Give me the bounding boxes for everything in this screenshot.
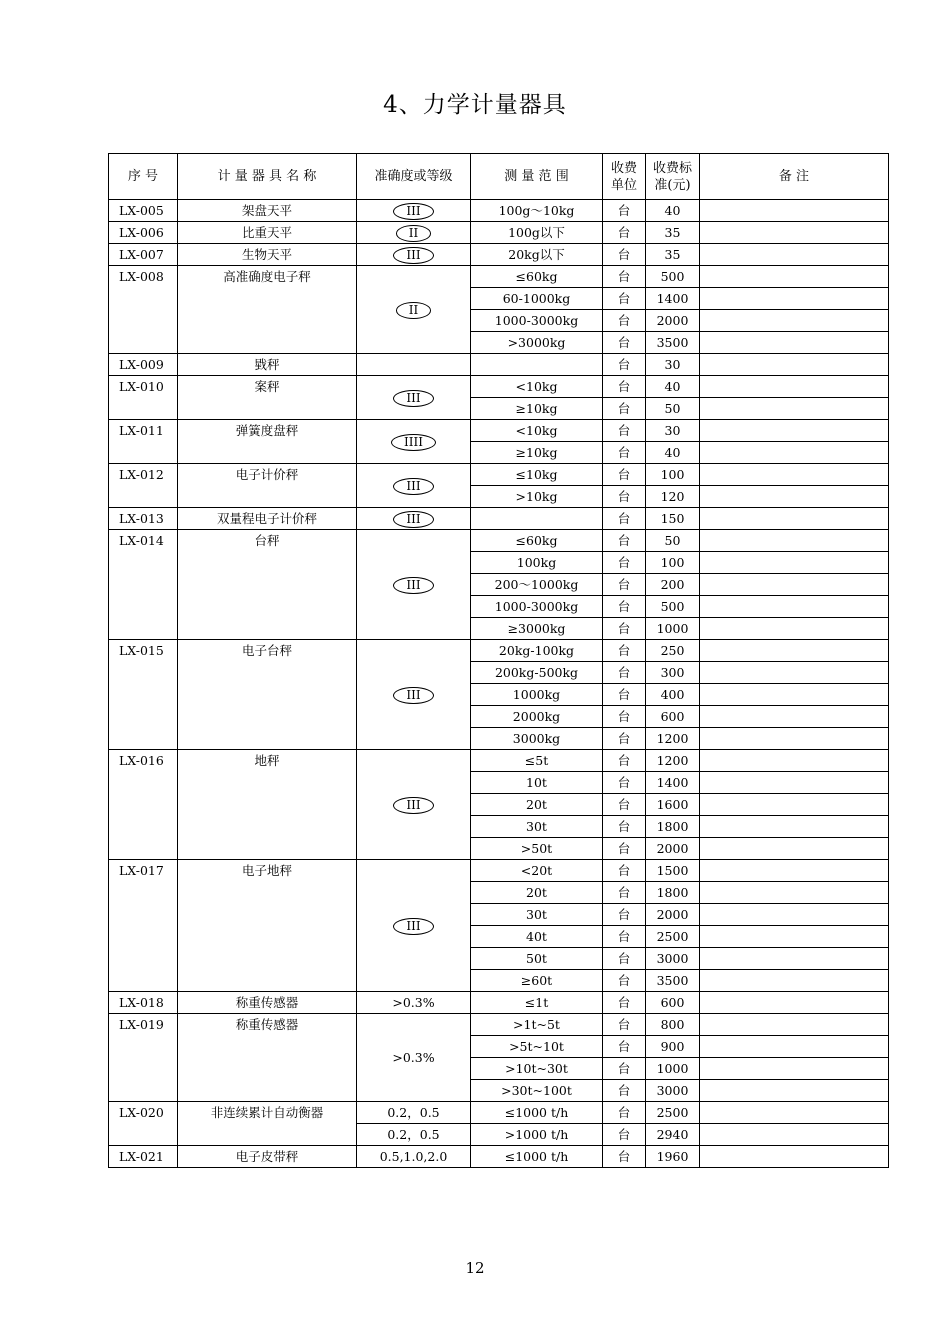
- item-note: [700, 904, 889, 926]
- header-name: 计 量 器 具 名 称: [178, 154, 357, 200]
- grade-oval: III: [393, 918, 433, 935]
- item-grade: [357, 244, 471, 266]
- item-unit: 台: [603, 1146, 646, 1168]
- item-fee: 600: [646, 706, 700, 728]
- table-row: [109, 200, 889, 222]
- item-range: 1000-3000kg: [471, 310, 603, 332]
- item-range: >10kg: [471, 486, 603, 508]
- header-grade: 准确度或等级: [357, 154, 471, 200]
- item-range: 30t: [471, 904, 603, 926]
- item-fee: 2000: [646, 904, 700, 926]
- item-range: ≤10kg: [471, 464, 603, 486]
- item-unit: 台: [603, 992, 646, 1014]
- item-fee: 3000: [646, 948, 700, 970]
- item-grade: [357, 530, 471, 640]
- item-range: 30t: [471, 816, 603, 838]
- item-unit: 台: [603, 552, 646, 574]
- item-code: LX-019: [109, 1014, 178, 1102]
- item-unit: 台: [603, 684, 646, 706]
- item-range: 2000kg: [471, 706, 603, 728]
- item-grade: [357, 640, 471, 750]
- table-row: [109, 508, 889, 530]
- item-fee: 1200: [646, 750, 700, 772]
- item-unit: 台: [603, 860, 646, 882]
- grade-oval: III: [393, 687, 433, 704]
- item-name: 比重天平: [178, 222, 357, 244]
- header-row: [109, 154, 889, 200]
- item-unit: 台: [603, 948, 646, 970]
- item-note: [700, 266, 889, 288]
- item-code: LX-006: [109, 222, 178, 244]
- item-range: 40t: [471, 926, 603, 948]
- item-range: 1000kg: [471, 684, 603, 706]
- item-note: [700, 706, 889, 728]
- item-unit: 台: [603, 354, 646, 376]
- table-row: [109, 1102, 889, 1124]
- item-unit: 台: [603, 838, 646, 860]
- item-grade: [357, 750, 471, 860]
- item-note: [700, 662, 889, 684]
- item-unit: 台: [603, 1058, 646, 1080]
- item-code: LX-015: [109, 640, 178, 750]
- item-unit: 台: [603, 310, 646, 332]
- table-row: [109, 860, 889, 882]
- grade-oval: III: [393, 797, 433, 814]
- item-unit: 台: [603, 1102, 646, 1124]
- item-name: 台秤: [178, 530, 357, 640]
- fee-table: [108, 153, 889, 1168]
- item-note: [700, 508, 889, 530]
- item-code: LX-017: [109, 860, 178, 992]
- item-unit: 台: [603, 926, 646, 948]
- item-unit: 台: [603, 222, 646, 244]
- item-name: 地秤: [178, 750, 357, 860]
- item-range: 20t: [471, 794, 603, 816]
- item-fee: 2500: [646, 926, 700, 948]
- item-fee: 40: [646, 442, 700, 464]
- item-note: [700, 442, 889, 464]
- item-range: >10t~30t: [471, 1058, 603, 1080]
- item-fee: 1600: [646, 794, 700, 816]
- item-range: ≥10kg: [471, 398, 603, 420]
- item-range: [471, 354, 603, 376]
- item-grade: [357, 200, 471, 222]
- table-row: [109, 464, 889, 486]
- page-number: 12: [465, 1259, 485, 1277]
- item-fee: 1500: [646, 860, 700, 882]
- item-grade: 0.2，0.5: [357, 1124, 471, 1146]
- item-note: [700, 1014, 889, 1036]
- item-range: >30t~100t: [471, 1080, 603, 1102]
- item-fee: 2000: [646, 310, 700, 332]
- item-grade: [357, 376, 471, 420]
- item-fee: 400: [646, 684, 700, 706]
- item-fee: 40: [646, 376, 700, 398]
- item-unit: 台: [603, 1014, 646, 1036]
- table-row: [109, 376, 889, 398]
- item-fee: 1960: [646, 1146, 700, 1168]
- item-fee: 2940: [646, 1124, 700, 1146]
- item-note: [700, 574, 889, 596]
- item-code: LX-009: [109, 354, 178, 376]
- item-name: 案秤: [178, 376, 357, 420]
- table-row: [109, 222, 889, 244]
- item-grade: 0.5,1.0,2.0: [357, 1146, 471, 1168]
- item-name: 高准确度电子秤: [178, 266, 357, 354]
- item-range: ≥3000kg: [471, 618, 603, 640]
- item-fee: 40: [646, 200, 700, 222]
- item-unit: 台: [603, 442, 646, 464]
- item-grade: [357, 222, 471, 244]
- item-name: 称重传感器: [178, 1014, 357, 1102]
- item-name: 电子台秤: [178, 640, 357, 750]
- item-unit: 台: [603, 1080, 646, 1102]
- item-name: 戥秤: [178, 354, 357, 376]
- table-row: [109, 1014, 889, 1036]
- item-fee: 35: [646, 244, 700, 266]
- item-note: [700, 794, 889, 816]
- item-range: 200kg-500kg: [471, 662, 603, 684]
- item-unit: 台: [603, 266, 646, 288]
- item-unit: 台: [603, 618, 646, 640]
- item-unit: 台: [603, 288, 646, 310]
- item-note: [700, 244, 889, 266]
- item-range: 20kg-100kg: [471, 640, 603, 662]
- item-note: [700, 992, 889, 1014]
- item-unit: 台: [603, 200, 646, 222]
- item-fee: 200: [646, 574, 700, 596]
- item-range: >3000kg: [471, 332, 603, 354]
- item-range: ≤60kg: [471, 266, 603, 288]
- grade-oval: III: [393, 478, 433, 495]
- header-unit: 收费单位: [603, 154, 646, 200]
- item-grade: [357, 420, 471, 464]
- grade-oval: III: [393, 247, 433, 264]
- item-name: 生物天平: [178, 244, 357, 266]
- item-name: 非连续累计自动衡器: [178, 1102, 357, 1146]
- item-range: >5t~10t: [471, 1036, 603, 1058]
- item-range: 100kg: [471, 552, 603, 574]
- item-fee: 1800: [646, 882, 700, 904]
- item-grade: [357, 464, 471, 508]
- item-fee: 1200: [646, 728, 700, 750]
- item-name: 称重传感器: [178, 992, 357, 1014]
- item-code: LX-020: [109, 1102, 178, 1146]
- item-range: <10kg: [471, 420, 603, 442]
- item-name: 电子计价秤: [178, 464, 357, 508]
- item-code: LX-005: [109, 200, 178, 222]
- item-code: LX-007: [109, 244, 178, 266]
- item-note: [700, 200, 889, 222]
- item-range: >1000 t/h: [471, 1124, 603, 1146]
- item-note: [700, 376, 889, 398]
- table-body: [109, 200, 889, 1168]
- table-row: [109, 750, 889, 772]
- item-range: ≤1000 t/h: [471, 1102, 603, 1124]
- item-grade: [357, 860, 471, 992]
- grade-oval: IIII: [391, 434, 436, 451]
- item-unit: 台: [603, 530, 646, 552]
- item-fee: 3500: [646, 332, 700, 354]
- grade-oval: III: [393, 390, 433, 407]
- item-fee: 1400: [646, 772, 700, 794]
- item-range: 20kg以下: [471, 244, 603, 266]
- item-unit: 台: [603, 706, 646, 728]
- item-name: 架盘天平: [178, 200, 357, 222]
- table-row: [109, 244, 889, 266]
- item-note: [700, 640, 889, 662]
- item-grade: [357, 266, 471, 354]
- item-code: LX-014: [109, 530, 178, 640]
- item-code: LX-011: [109, 420, 178, 464]
- item-fee: 150: [646, 508, 700, 530]
- item-range: 60-1000kg: [471, 288, 603, 310]
- item-grade: >0.3%: [357, 1014, 471, 1102]
- item-fee: 3000: [646, 1080, 700, 1102]
- item-note: [700, 882, 889, 904]
- item-code: LX-013: [109, 508, 178, 530]
- item-unit: 台: [603, 728, 646, 750]
- item-fee: 50: [646, 530, 700, 552]
- item-unit: 台: [603, 662, 646, 684]
- item-note: [700, 728, 889, 750]
- item-range: <10kg: [471, 376, 603, 398]
- item-unit: 台: [603, 508, 646, 530]
- item-unit: 台: [603, 882, 646, 904]
- item-unit: 台: [603, 486, 646, 508]
- item-note: [700, 772, 889, 794]
- item-fee: 300: [646, 662, 700, 684]
- item-note: [700, 354, 889, 376]
- item-range: 200～1000kg: [471, 574, 603, 596]
- item-note: [700, 310, 889, 332]
- item-note: [700, 288, 889, 310]
- item-fee: 600: [646, 992, 700, 1014]
- item-code: LX-008: [109, 266, 178, 354]
- grade-oval: III: [393, 577, 433, 594]
- item-unit: 台: [603, 750, 646, 772]
- header-range: 测 量 范 围: [471, 154, 603, 200]
- item-range: <20t: [471, 860, 603, 882]
- item-fee: 50: [646, 398, 700, 420]
- item-fee: 250: [646, 640, 700, 662]
- page-title: 4、力学计量器具: [383, 92, 567, 118]
- item-unit: 台: [603, 904, 646, 926]
- item-range: 100g以下: [471, 222, 603, 244]
- item-range: 10t: [471, 772, 603, 794]
- item-unit: 台: [603, 970, 646, 992]
- item-note: [700, 596, 889, 618]
- header-fee: 收费标准(元): [646, 154, 700, 200]
- item-note: [700, 1058, 889, 1080]
- item-note: [700, 332, 889, 354]
- item-range: 100g～10kg: [471, 200, 603, 222]
- item-unit: 台: [603, 1036, 646, 1058]
- item-fee: 1000: [646, 618, 700, 640]
- item-range: >50t: [471, 838, 603, 860]
- item-unit: 台: [603, 332, 646, 354]
- item-range: ≤1t: [471, 992, 603, 1014]
- item-note: [700, 552, 889, 574]
- item-fee: 35: [646, 222, 700, 244]
- table-row: [109, 420, 889, 442]
- table-row: [109, 992, 889, 1014]
- item-unit: 台: [603, 464, 646, 486]
- item-grade: 0.2，0.5: [357, 1102, 471, 1124]
- item-range: 50t: [471, 948, 603, 970]
- grade-oval: III: [393, 511, 433, 528]
- item-unit: 台: [603, 816, 646, 838]
- item-note: [700, 1080, 889, 1102]
- table-row: [109, 354, 889, 376]
- item-fee: 1000: [646, 1058, 700, 1080]
- item-unit: 台: [603, 420, 646, 442]
- item-fee: 2500: [646, 1102, 700, 1124]
- item-unit: 台: [603, 1124, 646, 1146]
- item-note: [700, 618, 889, 640]
- table-row: [109, 530, 889, 552]
- item-note: [700, 970, 889, 992]
- item-note: [700, 684, 889, 706]
- item-note: [700, 926, 889, 948]
- item-unit: 台: [603, 596, 646, 618]
- item-code: LX-016: [109, 750, 178, 860]
- item-note: [700, 948, 889, 970]
- item-fee: 500: [646, 266, 700, 288]
- grade-oval: II: [396, 302, 431, 319]
- item-range: >1t~5t: [471, 1014, 603, 1036]
- item-unit: 台: [603, 640, 646, 662]
- item-note: [700, 1036, 889, 1058]
- item-unit: 台: [603, 574, 646, 596]
- item-note: [700, 420, 889, 442]
- item-range: ≥60t: [471, 970, 603, 992]
- item-note: [700, 816, 889, 838]
- header-note: 备 注: [700, 154, 889, 200]
- item-note: [700, 464, 889, 486]
- item-code: LX-012: [109, 464, 178, 508]
- item-fee: 100: [646, 552, 700, 574]
- item-fee: 500: [646, 596, 700, 618]
- item-range: ≤5t: [471, 750, 603, 772]
- item-fee: 100: [646, 464, 700, 486]
- item-range: ≥10kg: [471, 442, 603, 464]
- grade-oval: III: [393, 203, 433, 220]
- item-fee: 120: [646, 486, 700, 508]
- item-unit: 台: [603, 398, 646, 420]
- item-code: LX-010: [109, 376, 178, 420]
- item-note: [700, 1102, 889, 1124]
- item-note: [700, 838, 889, 860]
- item-name: 双量程电子计价秤: [178, 508, 357, 530]
- item-range: ≤60kg: [471, 530, 603, 552]
- item-range: 3000kg: [471, 728, 603, 750]
- item-note: [700, 860, 889, 882]
- item-fee: 30: [646, 354, 700, 376]
- table-row: [109, 266, 889, 288]
- item-name: 弹簧度盘秤: [178, 420, 357, 464]
- item-name: 电子皮带秤: [178, 1146, 357, 1168]
- item-note: [700, 486, 889, 508]
- table-row: [109, 640, 889, 662]
- item-note: [700, 222, 889, 244]
- item-note: [700, 1146, 889, 1168]
- item-fee: 2000: [646, 838, 700, 860]
- item-grade: [357, 508, 471, 530]
- item-note: [700, 530, 889, 552]
- header-code: 序 号: [109, 154, 178, 200]
- item-unit: 台: [603, 244, 646, 266]
- item-note: [700, 750, 889, 772]
- item-note: [700, 1124, 889, 1146]
- item-fee: 800: [646, 1014, 700, 1036]
- item-unit: 台: [603, 794, 646, 816]
- item-range: 20t: [471, 882, 603, 904]
- item-grade: >0.3%: [357, 992, 471, 1014]
- table-row: [109, 1146, 889, 1168]
- item-grade: [357, 354, 471, 376]
- item-note: [700, 398, 889, 420]
- item-fee: 3500: [646, 970, 700, 992]
- item-unit: 台: [603, 772, 646, 794]
- item-range: [471, 508, 603, 530]
- item-code: LX-018: [109, 992, 178, 1014]
- item-code: LX-021: [109, 1146, 178, 1168]
- item-range: 1000-3000kg: [471, 596, 603, 618]
- grade-oval: II: [396, 225, 431, 242]
- item-fee: 1800: [646, 816, 700, 838]
- item-fee: 900: [646, 1036, 700, 1058]
- item-unit: 台: [603, 376, 646, 398]
- item-fee: 1400: [646, 288, 700, 310]
- item-name: 电子地秤: [178, 860, 357, 992]
- item-fee: 30: [646, 420, 700, 442]
- item-range: ≤1000 t/h: [471, 1146, 603, 1168]
